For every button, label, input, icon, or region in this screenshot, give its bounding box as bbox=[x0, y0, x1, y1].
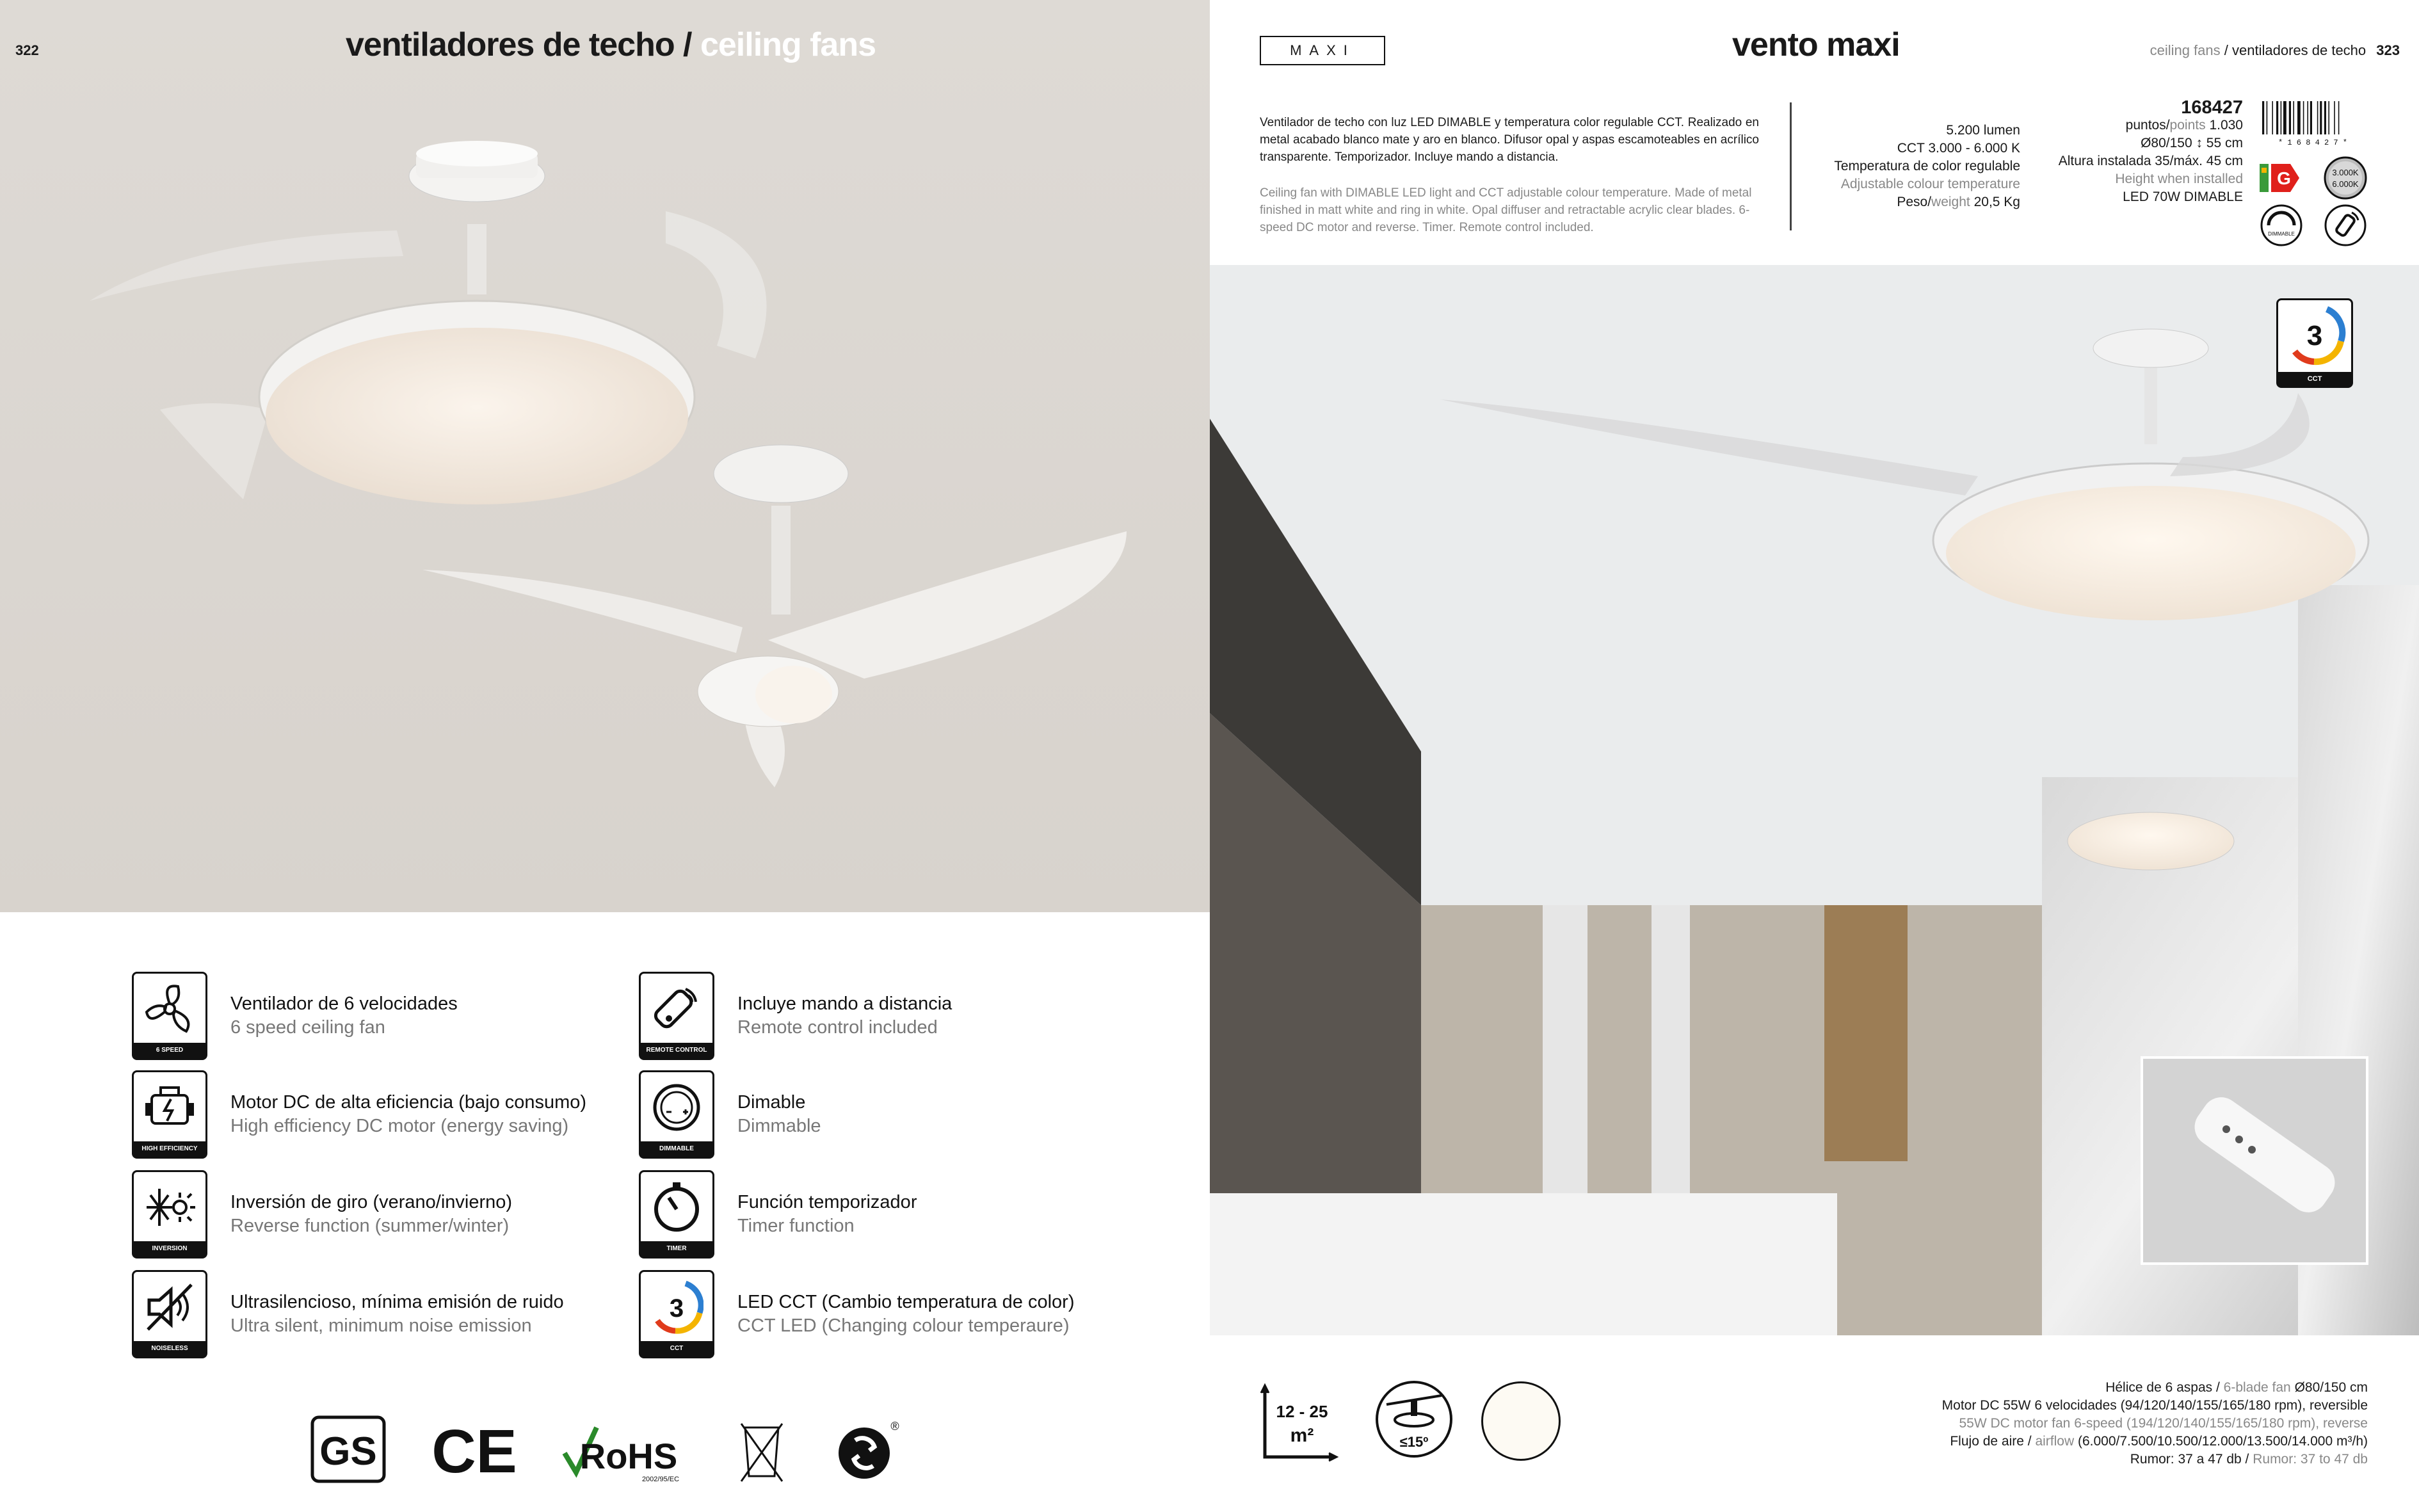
barcode-bar bbox=[2272, 101, 2273, 134]
spec-height-en: Height when installed bbox=[2115, 172, 2243, 186]
page-header bbox=[2150, 42, 2400, 59]
barcode-bar bbox=[2307, 101, 2308, 134]
barcode-bar bbox=[2297, 101, 2301, 134]
vertical-divider bbox=[1790, 102, 1792, 230]
barcode-bar bbox=[2338, 101, 2340, 134]
dimmer-icon bbox=[639, 1070, 714, 1159]
barcode-bar bbox=[2276, 101, 2278, 134]
spec-lumen: 5.200 lumen bbox=[1946, 123, 2020, 138]
feature-en: CCT LED (Changing colour temperaure) bbox=[737, 1315, 1070, 1336]
feature-es: Motor DC de alta eficiencia (bajo consumo) bbox=[230, 1092, 587, 1113]
header-en: ceiling fans bbox=[2150, 42, 2221, 58]
bottom-specs bbox=[1942, 1379, 2368, 1468]
badge-label: TIMER bbox=[641, 1241, 712, 1257]
barcode-bar bbox=[2328, 101, 2329, 134]
description-en: Ceiling fan with DIMABLE LED light and CCT adjustable colour temperature. Made of metal finished in matt white and ring in white. Opal diffuser and retractable acrylic clear blades. 6-speed DC motor and reverse. Timer. Remote control included. bbox=[1260, 186, 1752, 234]
feature-en: High efficiency DC motor (energy saving) bbox=[230, 1116, 569, 1136]
feature-en: Timer function bbox=[737, 1216, 855, 1236]
cct-icon bbox=[639, 1270, 714, 1358]
feature-en: Reverse function (summer/winter) bbox=[230, 1216, 510, 1236]
barcode-bar bbox=[2324, 101, 2326, 134]
barcode-bar bbox=[2317, 101, 2319, 134]
barcode-bar bbox=[2310, 101, 2312, 134]
feature-timer bbox=[639, 1170, 917, 1259]
spec-cct: CCT 3.000 - 6.000 K bbox=[1897, 141, 2020, 156]
spec-dimensions: Ø80/150 ↕ 55 cm bbox=[2141, 136, 2243, 150]
recycle-mark-icon bbox=[836, 1415, 900, 1485]
spec-motor-es: Motor DC 55W 6 velocidades (94/120/140/155/165/180 rpm), reversible bbox=[1941, 1398, 2368, 1413]
badge-label: CCT bbox=[641, 1341, 712, 1356]
feature-en: Ultra silent, minimum noise emission bbox=[230, 1315, 532, 1336]
noiseless-icon bbox=[132, 1270, 207, 1358]
spec-motor-en: 55W DC motor fan 6-speed (194/120/140/155/165/180 rpm), reverse bbox=[1959, 1416, 2368, 1431]
spec-temp-es: Temperatura de color regulable bbox=[1834, 159, 2020, 173]
color-swatch-white bbox=[1481, 1381, 1561, 1461]
spec-noise: Rumor: 37 a 47 db / Rumor: 37 to 47 db bbox=[2130, 1452, 2368, 1467]
svg-text:m²: m² bbox=[1290, 1425, 1314, 1446]
feature-en: Dimmable bbox=[737, 1116, 821, 1136]
series-label: MAXI bbox=[1260, 36, 1385, 65]
sloped-ceiling-icon bbox=[1374, 1379, 1454, 1460]
svg-text:RoHS: RoHS bbox=[579, 1436, 678, 1476]
feature-es: Ultrasilencioso, mínima emisión de ruido bbox=[230, 1292, 564, 1312]
page-number: 322 bbox=[15, 42, 39, 58]
spec-temp-en: Adjustable colour temperature bbox=[1840, 177, 2020, 191]
badge-label: HIGH EFFICIENCY bbox=[134, 1141, 205, 1157]
svg-text:2002/95/EC: 2002/95/EC bbox=[641, 1476, 680, 1483]
spec-points: puntos/points 1.030 bbox=[2125, 118, 2243, 133]
spec-airflow: Flujo de aire / airflow (6.000/7.500/10.500/12.000/13.500/14.000 m³/h) bbox=[1950, 1434, 2368, 1449]
svg-text:®: ® bbox=[890, 1420, 899, 1433]
energy-label-icon bbox=[2260, 161, 2301, 195]
badge-label: INVERSION bbox=[134, 1241, 205, 1257]
motor-icon bbox=[132, 1070, 207, 1159]
fan-illustration bbox=[0, 0, 1210, 912]
weee-bin-icon bbox=[736, 1415, 787, 1485]
barcode-bar bbox=[2283, 101, 2286, 134]
badge-label: NOISELESS bbox=[134, 1341, 205, 1356]
svg-text:DIMMABLE: DIMMABLE bbox=[2268, 231, 2295, 237]
barcode-bar bbox=[2320, 101, 2322, 134]
badge-label: 6 SPEED bbox=[134, 1043, 205, 1058]
feature-es: LED CCT (Cambio temperatura de color) bbox=[737, 1292, 1075, 1312]
spec-blades: Hélice de 6 aspas / 6-blade fan Ø80/150 cm bbox=[2105, 1380, 2368, 1395]
svg-text:G: G bbox=[2277, 168, 2291, 188]
spec-column-1 bbox=[1834, 122, 2020, 211]
spec-led: LED 70W DIMABLE bbox=[2123, 189, 2243, 204]
feature-inversion bbox=[132, 1170, 512, 1259]
feature-es: Inversión de giro (verano/invierno) bbox=[230, 1192, 513, 1212]
title-es: ventiladores de techo / bbox=[346, 26, 692, 63]
svg-text:6.000K: 6.000K bbox=[2332, 179, 2359, 189]
ce-mark-icon bbox=[433, 1415, 516, 1485]
spec-column-2 bbox=[2059, 99, 2243, 206]
badge-label: DIMMABLE bbox=[641, 1141, 712, 1157]
rohs-mark-icon bbox=[558, 1415, 686, 1485]
feature-noiseless bbox=[132, 1270, 564, 1358]
barcode-bar bbox=[2303, 101, 2304, 134]
feature-es: Función temporizador bbox=[737, 1192, 917, 1212]
remote-inset-photo bbox=[2141, 1056, 2368, 1265]
cct-icon bbox=[2278, 300, 2351, 371]
svg-text:GS: GS bbox=[319, 1429, 377, 1474]
cct-number: 3 bbox=[669, 1294, 684, 1323]
remote-badge-icon bbox=[2324, 204, 2367, 247]
product-code: 168427 bbox=[2181, 97, 2243, 118]
svg-text:12 - 25: 12 - 25 bbox=[1276, 1402, 1328, 1421]
feature-en: Remote control included bbox=[737, 1017, 938, 1038]
feature-6-speed bbox=[132, 972, 458, 1060]
product-title: vento maxi bbox=[1732, 26, 1900, 63]
barcode-bar bbox=[2293, 101, 2294, 134]
room-area-icon bbox=[1258, 1380, 1342, 1463]
barcode-bar bbox=[2334, 101, 2335, 134]
inversion-icon bbox=[132, 1170, 207, 1259]
badge-label: REMOTE CONTROL bbox=[641, 1043, 712, 1058]
barcode-bar bbox=[2281, 101, 2282, 134]
svg-text:≤15º: ≤15º bbox=[1399, 1434, 1429, 1450]
barcode-bar bbox=[2262, 101, 2264, 134]
svg-text:CE: CE bbox=[433, 1417, 516, 1485]
spec-height-es: Altura instalada 35/máx. 45 cm bbox=[2058, 154, 2243, 168]
feature-dimmable bbox=[639, 1070, 821, 1159]
spec-weight: Peso/weight 20,5 Kg bbox=[1897, 195, 2020, 209]
feature-remote-control bbox=[639, 972, 952, 1060]
feature-es: Incluye mando a distancia bbox=[737, 993, 952, 1014]
barcode-bar bbox=[2267, 101, 2268, 134]
title-en: ceiling fans bbox=[700, 26, 876, 63]
fan-product-photo bbox=[0, 0, 1210, 912]
barcode-icon bbox=[2260, 100, 2366, 147]
page-title bbox=[346, 26, 876, 64]
badge-label: CCT bbox=[2278, 372, 2351, 386]
feature-cct bbox=[639, 1270, 1075, 1358]
cct-range-icon bbox=[2324, 156, 2367, 200]
dimmable-badge-icon bbox=[2260, 204, 2303, 247]
feature-es: Ventilador de 6 velocidades bbox=[230, 993, 458, 1014]
fan-speed-icon bbox=[132, 972, 207, 1060]
svg-text:3.000K: 3.000K bbox=[2332, 168, 2359, 177]
header-es: / ventiladores de techo bbox=[2224, 42, 2367, 58]
timer-icon bbox=[639, 1170, 714, 1259]
feature-en: 6 speed ceiling fan bbox=[230, 1017, 385, 1038]
remote-control-icon bbox=[639, 972, 714, 1060]
description-es: Ventilador de techo con luz LED DIMABLE y temperatura color regulable CCT. Realizado en metal acabado blanco mate y aro en blanco. Difusor opal y aspas escamoteables en acrílico transparente. Temporizador. Incluye mando a distancia. bbox=[1260, 116, 1759, 164]
photo-cct-badge bbox=[2276, 298, 2353, 388]
gs-mark-icon bbox=[310, 1415, 387, 1485]
barcode-bar bbox=[2289, 101, 2291, 134]
feature-high-efficiency bbox=[132, 1070, 586, 1159]
feature-es: Dimable bbox=[737, 1092, 806, 1113]
svg-text:3: 3 bbox=[2306, 320, 2323, 351]
svg-text:* 1 6 8 4 2 7 *: * 1 6 8 4 2 7 * bbox=[2278, 138, 2348, 147]
page-number: 323 bbox=[2376, 42, 2400, 58]
